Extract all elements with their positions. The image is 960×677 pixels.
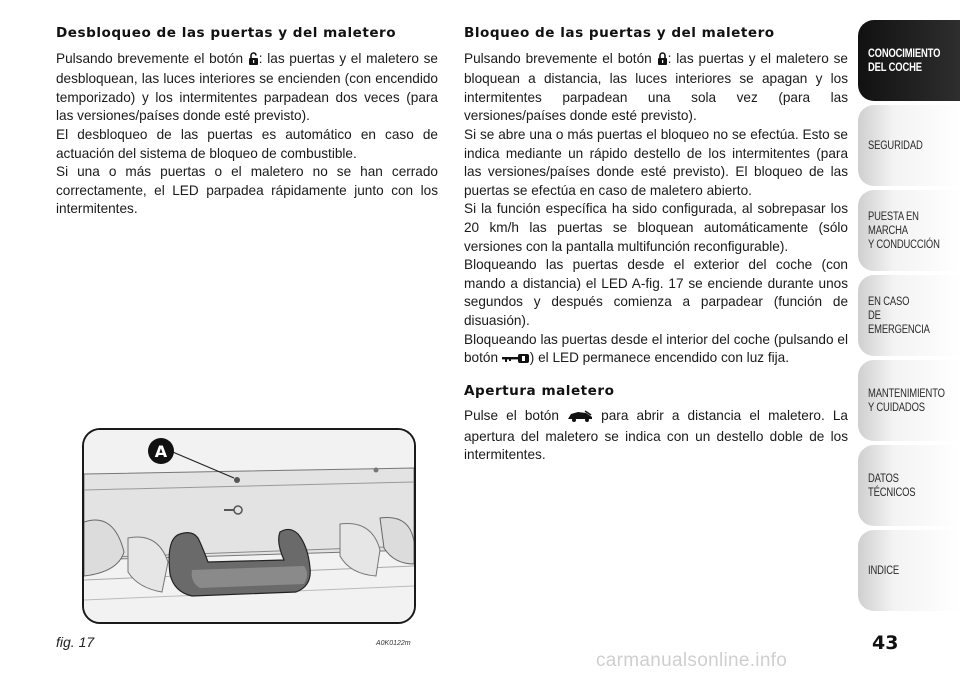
left-column: [56, 24, 438, 219]
tab-indice[interactable]: [858, 530, 960, 611]
right-column: [464, 24, 848, 465]
tab-label: SEGURIDAD: [868, 139, 923, 152]
text: para abrir a distancia el maletero. La apertura del maletero se indica con un destello doble de los intermitentes.: [464, 408, 848, 463]
page-number: 43: [872, 632, 899, 654]
text: Pulse el botón: [464, 408, 568, 424]
watermark: carmanualsonline.info: [596, 650, 788, 671]
paragraph: El desbloqueo de las puertas es automático en caso de actuación del sistema de bloqueo de combustible.: [56, 126, 438, 161]
tab-mantenimiento[interactable]: [858, 360, 960, 441]
lock-icon: [657, 52, 668, 71]
text: : las puertas y el maletero se bloquean a distancia, las luces interiores se apagan y los intermitentes parpadean una sola vez (para las versiones/países donde esté previsto).: [464, 50, 848, 124]
tab-puesta-en-marcha[interactable]: [858, 190, 960, 271]
paragraph: Si una o más puertas o el maletero no se han cerrado correctamente, el LED parpadea rápidamente junto con los intermitentes.: [56, 164, 438, 217]
callout-a: [148, 438, 174, 464]
ceiling-console-illustration: [84, 430, 414, 622]
callout-letter: A: [154, 441, 168, 461]
section-heading-trunk: Apertura maletero: [464, 382, 615, 399]
tab-label: CONOCIMIENTO DEL COCHE: [868, 47, 941, 74]
text: Pulsando brevemente el botón: [464, 50, 657, 66]
text: Pulsando brevemente el botón: [56, 50, 248, 66]
paragraph: Bloqueando las puertas desde el exterior del coche (con mando a distancia) el LED A-fig. 17 se enciende durante unos segundos y después comienza a parpadear (función de disuasión).: [464, 257, 848, 328]
car-trunk-icon: [567, 409, 593, 428]
text: ) el LED permanece encendido con luz fija.: [529, 350, 789, 366]
tab-en-caso-de-emergencia[interactable]: [858, 275, 960, 356]
tab-label: EN CASO DE EMERGENCIA: [868, 295, 930, 336]
tab-conocimiento-del-coche[interactable]: [858, 20, 960, 101]
figure-code: A0K0122m: [376, 640, 411, 647]
section-tabs: [858, 20, 960, 615]
paragraph: Si se abre una o más puertas el bloqueo no se efectúa. Esto se indica mediante un rápido destello de los intermitentes (para las versiones/países donde esté previsto). El bloqueo de las puertas se efectúa en caso de maletero abierto.: [464, 126, 848, 198]
paragraph: [56, 50, 438, 126]
text: : las puertas y el maletero se desbloquean, las luces interiores se encienden (con encendido temporizado) y los intermitentes parpadean dos veces (para las versiones/países donde esté previsto).: [56, 50, 438, 124]
section-heading-lock: Bloqueo de las puertas y del maletero: [464, 25, 775, 41]
tab-label: INDICE: [868, 564, 899, 577]
paragraph: [464, 407, 848, 465]
tab-datos-tecnicos[interactable]: [858, 445, 960, 526]
figure-ceiling-button: [82, 428, 416, 624]
tab-label: MANTENIMIENTO Y CUIDADOS: [868, 387, 945, 414]
door-lock-key-icon: [502, 351, 530, 370]
text: Bloqueando las puertas desde el interior del coche (pulsando el botón: [464, 331, 848, 366]
paragraph: [464, 50, 848, 126]
tab-label: PUESTA EN MARCHA Y CONDUCCIÓN: [868, 210, 940, 251]
tab-seguridad[interactable]: [858, 105, 960, 186]
paragraph: Si la función específica ha sido configurada, al sobrepasar los 20 km/h las puertas se bloquean automáticamente (sólo versiones con la pantalla multifunción reconfigurable).: [464, 201, 848, 254]
section-heading-unlock: Desbloqueo de las puertas y del maletero: [56, 25, 397, 41]
tab-label: DATOS TÉCNICOS: [868, 472, 916, 499]
paragraph: [464, 331, 848, 370]
figure-caption: fig. 17: [56, 634, 95, 650]
unlock-icon: [248, 52, 259, 71]
